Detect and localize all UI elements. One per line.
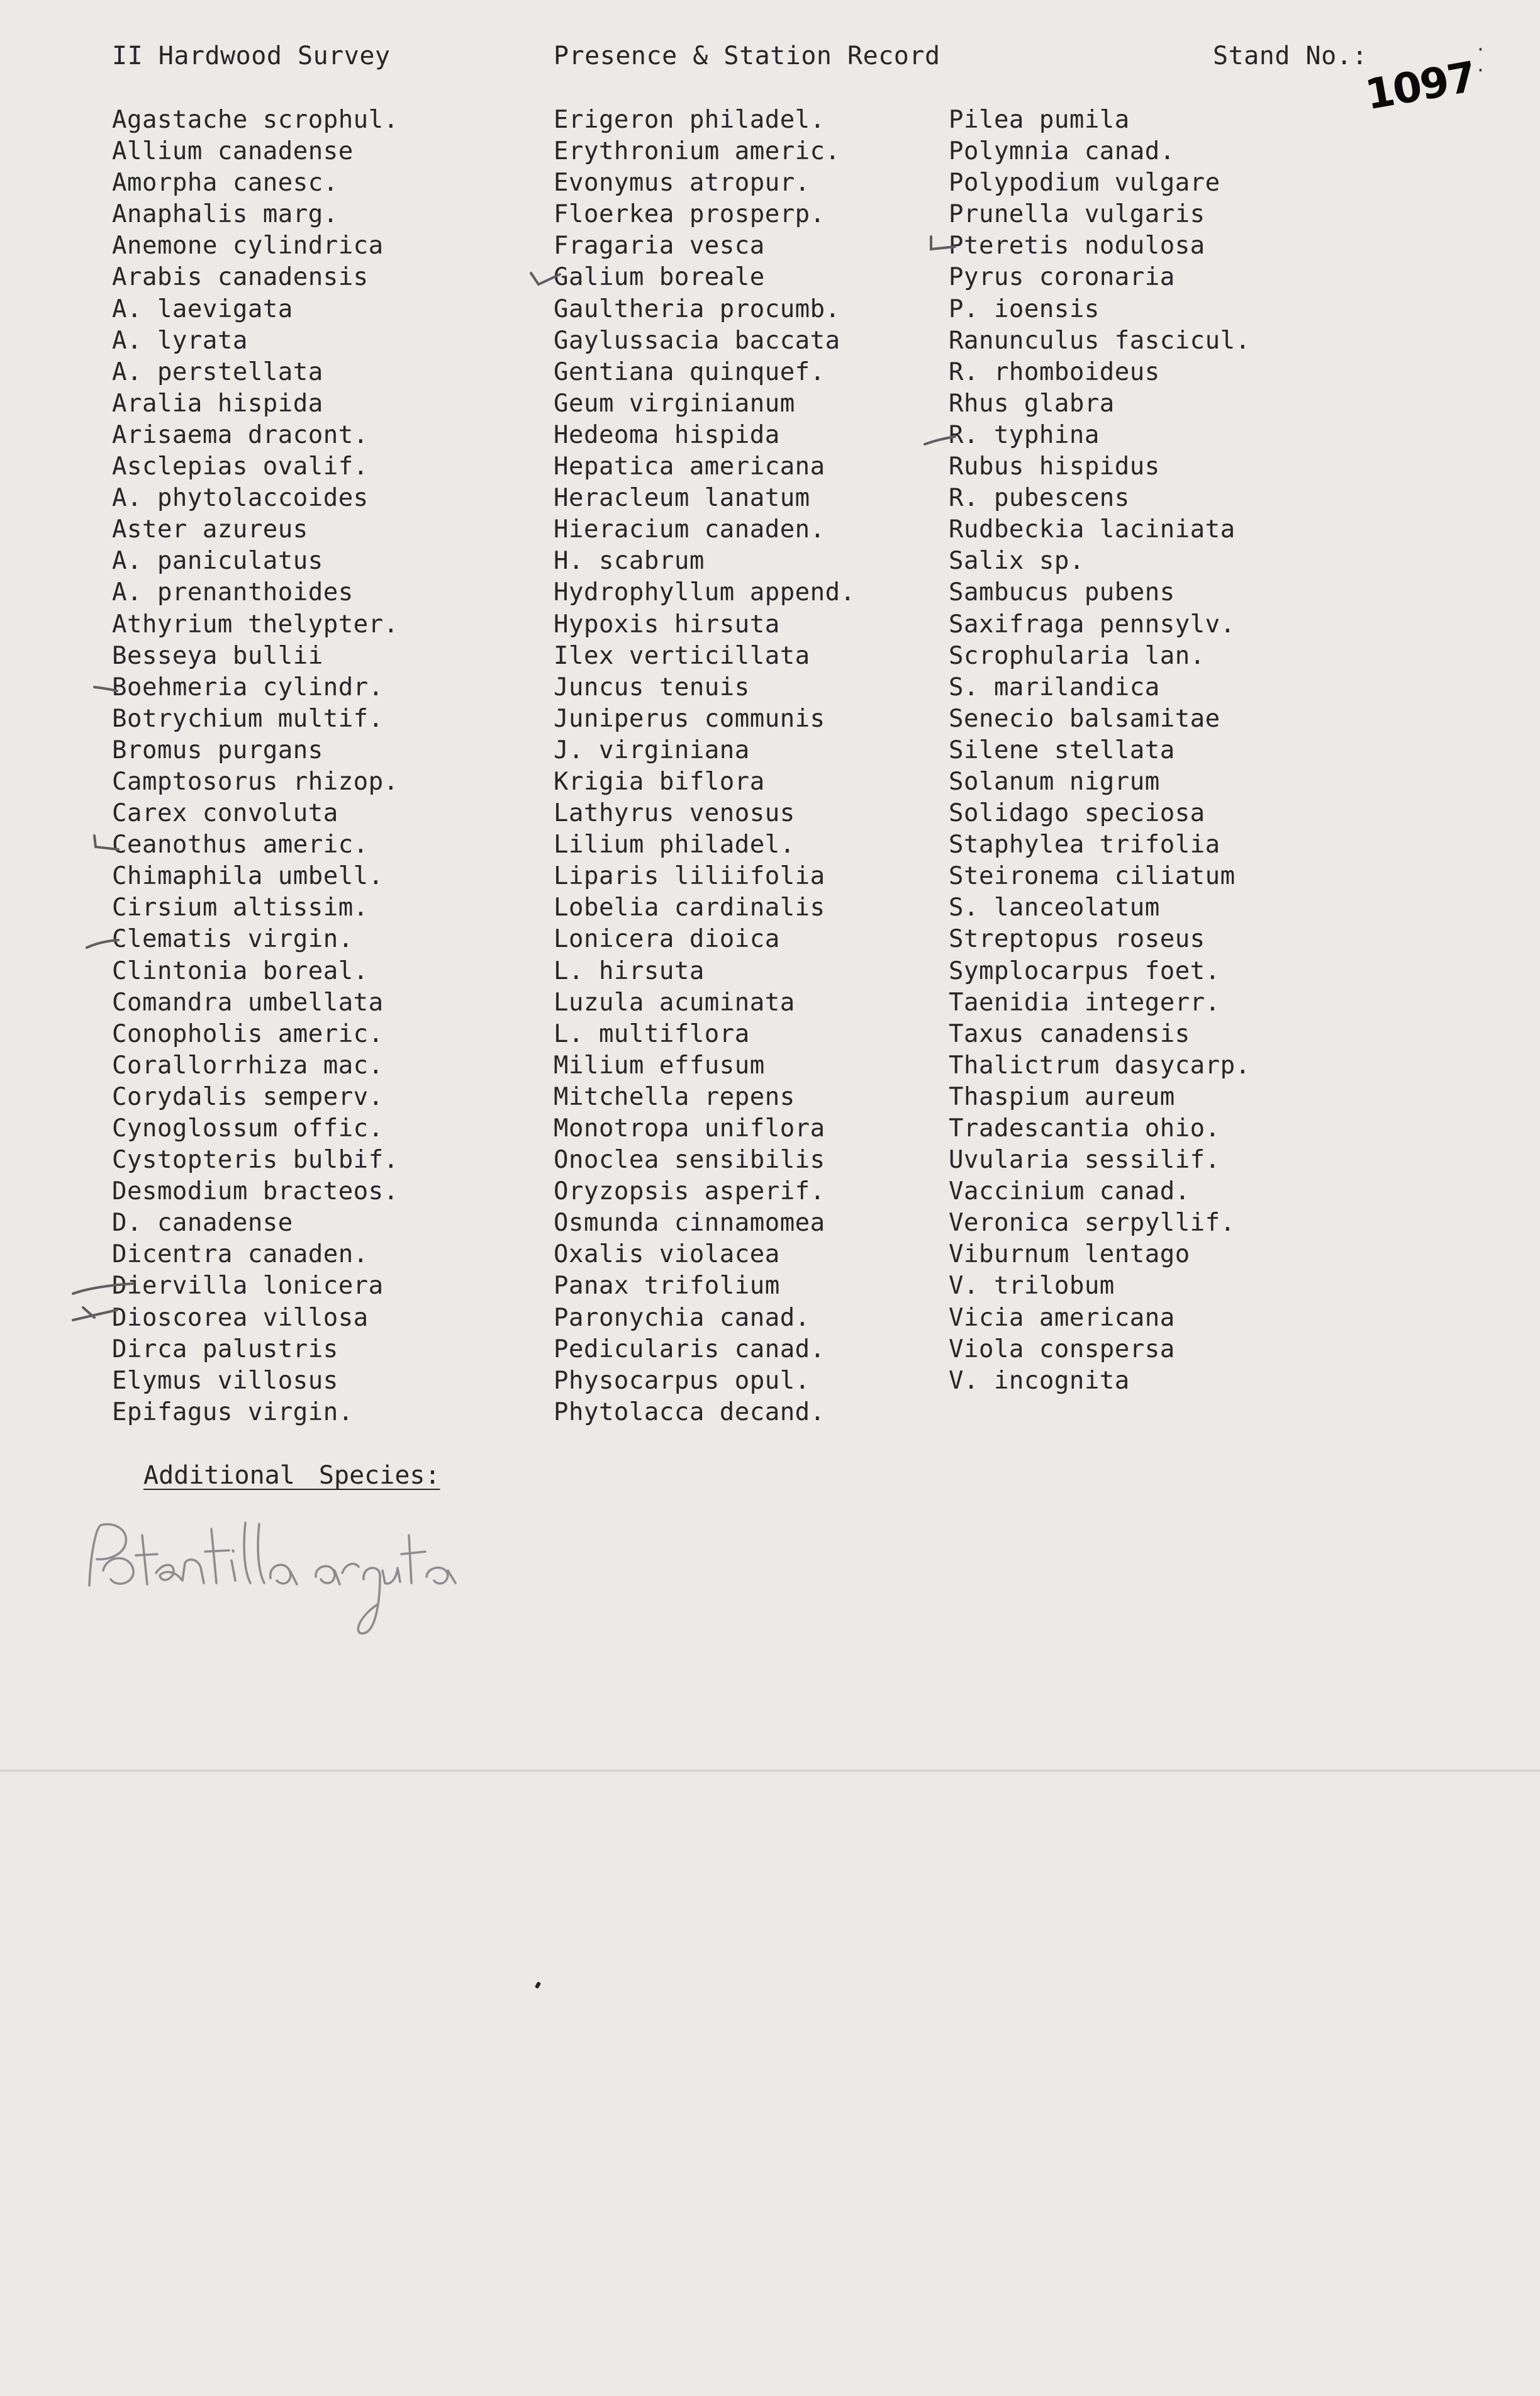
species-entry: Hydrophyllum append. xyxy=(554,578,856,607)
species-entry: R. pubescens xyxy=(949,484,1130,513)
species-entry: L. multiflora xyxy=(554,1019,750,1048)
species-entry: Evonymus atropur. xyxy=(554,169,810,198)
species-entry: Viburnum lentago xyxy=(949,1240,1190,1269)
species-entry: Agastache scrophul. xyxy=(112,106,399,134)
species-entry: Hypoxis hirsuta xyxy=(554,610,780,639)
species-entry: Camptosorus rhizop. xyxy=(112,767,399,796)
species-entry: Onoclea sensibilis xyxy=(554,1146,825,1175)
species-entry: Besseya bullii xyxy=(112,641,323,670)
species-entry: Pyrus coronaria xyxy=(949,263,1175,292)
species-entry: Viola conspersa xyxy=(949,1335,1175,1363)
species-entry: S. lanceolatum xyxy=(949,893,1160,922)
species-entry: Senecio balsamitae xyxy=(949,704,1220,733)
species-entry: V. incognita xyxy=(949,1366,1130,1395)
species-entry: Oxalis violacea xyxy=(554,1240,780,1269)
species-entry: Geum virginianum xyxy=(554,389,795,418)
species-entry: Sambucus pubens xyxy=(949,578,1175,607)
species-entry: A. paniculatus xyxy=(112,547,323,576)
species-entry: Liparis liliifolia xyxy=(554,862,825,891)
species-entry: Taxus canadensis xyxy=(949,1019,1190,1048)
check-mark xyxy=(925,437,955,444)
species-entry: Steironema ciliatum xyxy=(949,862,1236,891)
species-entry: Streptopus roseus xyxy=(949,925,1205,954)
species-entry: Phytolacca decand. xyxy=(554,1397,825,1426)
species-entry: Cirsium altissim. xyxy=(112,893,369,922)
species-entry: Juniperus communis xyxy=(554,704,825,733)
species-entry: Hedeoma hispida xyxy=(554,420,780,449)
species-entry: Pedicularis canad. xyxy=(554,1335,825,1363)
species-entry: Corallorrhiza mac. xyxy=(112,1051,384,1080)
species-entry: Boehmeria cylindr. xyxy=(112,673,384,702)
species-entry: Clintonia boreal. xyxy=(112,956,369,985)
species-entry: Asclepias ovalif. xyxy=(112,452,369,481)
species-entry: Luzula acuminata xyxy=(554,988,795,1017)
species-entry: Dicentra canaden. xyxy=(112,1240,369,1269)
species-entry: Paronychia canad. xyxy=(554,1303,810,1332)
species-entry: Oryzopsis asperif. xyxy=(554,1177,825,1206)
species-entry: Hieracium canaden. xyxy=(554,515,825,544)
species-entry: R. rhomboideus xyxy=(949,357,1160,386)
record-title: Presence & Station Record xyxy=(554,42,940,70)
species-entry: Symplocarpus foet. xyxy=(949,956,1220,985)
species-entry: Ceanothus americ. xyxy=(112,831,369,859)
species-entry: Dirca palustris xyxy=(112,1335,338,1363)
species-entry: Corydalis semperv. xyxy=(112,1082,384,1111)
species-entry: Heracleum lanatum xyxy=(554,484,810,513)
species-entry: Mitchella repens xyxy=(554,1082,795,1111)
species-entry: Osmunda cinnamomea xyxy=(554,1209,825,1238)
species-entry: Tradescantia ohio. xyxy=(949,1114,1220,1143)
paper-fold-line xyxy=(0,1769,1540,1772)
species-entry: P. ioensis xyxy=(949,294,1100,323)
species-entry: Desmodium bracteos. xyxy=(112,1177,399,1206)
species-entry: Pilea pumila xyxy=(949,106,1130,134)
species-entry: Clematis virgin. xyxy=(112,925,354,954)
species-entry: Solidago speciosa xyxy=(949,799,1205,828)
species-entry: Lonicera dioica xyxy=(554,925,780,954)
check-mark xyxy=(87,940,118,948)
species-entry: Scrophularia lan. xyxy=(949,641,1205,670)
check-mark xyxy=(94,687,117,691)
species-entry: Lathyrus venosus xyxy=(554,799,795,828)
species-entry: Polypodium vulgare xyxy=(949,169,1220,198)
species-entry: Salix sp. xyxy=(949,547,1085,576)
species-entry: Rubus hispidus xyxy=(949,452,1160,481)
species-entry: R. typhina xyxy=(949,420,1100,449)
species-entry: Amorpha canesc. xyxy=(112,169,338,198)
species-entry: J. virginiana xyxy=(554,736,750,764)
species-entry: Cystopteris bulbif. xyxy=(112,1146,399,1175)
species-entry: Krigia biflora xyxy=(554,767,765,796)
species-entry: Floerkea prosperp. xyxy=(554,200,825,229)
species-entry: A. prenanthoides xyxy=(112,578,354,607)
species-entry: D. canadense xyxy=(112,1209,293,1238)
species-entry: Aralia hispida xyxy=(112,389,323,418)
stand-number-label: Stand No.: xyxy=(1213,42,1368,70)
species-entry: Chimaphila umbell. xyxy=(112,862,384,891)
species-entry: A. phytolaccoides xyxy=(112,484,369,513)
species-entry: Uvularia sessilif. xyxy=(949,1146,1220,1175)
species-entry: Prunella vulgaris xyxy=(949,200,1205,229)
species-entry: Lobelia cardinalis xyxy=(554,893,825,922)
species-entry: Elymus villosus xyxy=(112,1366,338,1395)
species-entry: H. scabrum xyxy=(554,547,705,576)
additional-species-label: Additional Species: xyxy=(143,1461,440,1490)
species-entry: Athyrium thelypter. xyxy=(112,610,399,639)
species-entry: Milium effusum xyxy=(554,1051,765,1080)
species-entry: Conopholis americ. xyxy=(112,1019,384,1048)
species-entry: Anemone cylindrica xyxy=(112,232,384,260)
species-entry: Arisaema dracont. xyxy=(112,420,369,449)
species-entry: Veronica serpyllif. xyxy=(949,1209,1236,1238)
species-entry: Rudbeckia laciniata xyxy=(949,515,1236,544)
species-entry: Arabis canadensis xyxy=(112,263,369,292)
survey-title: II Hardwood Survey xyxy=(112,42,391,70)
species-entry: A. perstellata xyxy=(112,357,323,386)
species-entry: Lilium philadel. xyxy=(554,831,795,859)
species-entry: Dioscorea villosa xyxy=(112,1303,369,1332)
species-entry: Solanum nigrum xyxy=(949,767,1160,796)
species-entry: Carex convoluta xyxy=(112,799,338,828)
species-entry: Polymnia canad. xyxy=(949,137,1175,166)
species-entry: Taenidia integerr. xyxy=(949,988,1220,1017)
species-entry: Vaccinium canad. xyxy=(949,1177,1190,1206)
species-entry: Thaspium aureum xyxy=(949,1082,1175,1111)
species-entry: Comandra umbellata xyxy=(112,988,384,1017)
species-entry: A. laevigata xyxy=(112,294,293,323)
handwritten-additional-species xyxy=(82,1510,497,1649)
species-entry: L. hirsuta xyxy=(554,956,705,985)
species-entry: Cynoglossum offic. xyxy=(112,1114,384,1143)
check-mark xyxy=(73,1284,133,1294)
species-entry: A. lyrata xyxy=(112,326,248,355)
species-entry: Pteretis nodulosa xyxy=(949,232,1205,260)
species-entry: Staphylea trifolia xyxy=(949,831,1220,859)
species-entry: Hepatica americana xyxy=(554,452,825,481)
species-entry: Anaphalis marg. xyxy=(112,200,338,229)
species-entry: Gaylussacia baccata xyxy=(554,326,840,355)
check-mark xyxy=(531,273,560,284)
species-entry: V. trilobum xyxy=(949,1272,1115,1301)
species-entry: Fragaria vesca xyxy=(554,232,765,260)
species-entry: Rhus glabra xyxy=(949,389,1115,418)
stand-number-stamp: 1097 xyxy=(1361,52,1480,120)
species-entry: Panax trifolium xyxy=(554,1272,780,1301)
species-entry: Allium canadense xyxy=(112,137,354,166)
species-entry: Thalictrum dasycarp. xyxy=(949,1051,1251,1080)
species-entry: Erythronium americ. xyxy=(554,137,840,166)
species-entry: Ranunculus fascicul. xyxy=(949,326,1251,355)
check-mark xyxy=(931,237,955,249)
ink-specks: · · xyxy=(1475,39,1501,81)
check-mark xyxy=(94,836,118,849)
species-entry: S. marilandica xyxy=(949,673,1160,702)
species-entry: Physocarpus opul. xyxy=(554,1366,810,1395)
species-entry: Bromus purgans xyxy=(112,736,323,764)
species-entry: Ilex verticillata xyxy=(554,641,810,670)
species-entry: Diervilla lonicera xyxy=(112,1272,384,1301)
species-entry: Monotropa uniflora xyxy=(554,1114,825,1143)
species-entry: Aster azureus xyxy=(112,515,308,544)
species-entry: Vicia americana xyxy=(949,1303,1175,1332)
species-entry: Epifagus virgin. xyxy=(112,1397,354,1426)
species-entry: Erigeron philadel. xyxy=(554,106,825,134)
species-entry: Juncus tenuis xyxy=(554,673,750,702)
species-entry: Gentiana quinquef. xyxy=(554,357,825,386)
species-entry: Silene stellata xyxy=(949,736,1175,764)
species-entry: Saxifraga pennsylv. xyxy=(949,610,1236,639)
species-entry: Gaultheria procumb. xyxy=(554,294,840,323)
species-entry: Botrychium multif. xyxy=(112,704,384,733)
species-entry: Galium boreale xyxy=(554,263,765,292)
